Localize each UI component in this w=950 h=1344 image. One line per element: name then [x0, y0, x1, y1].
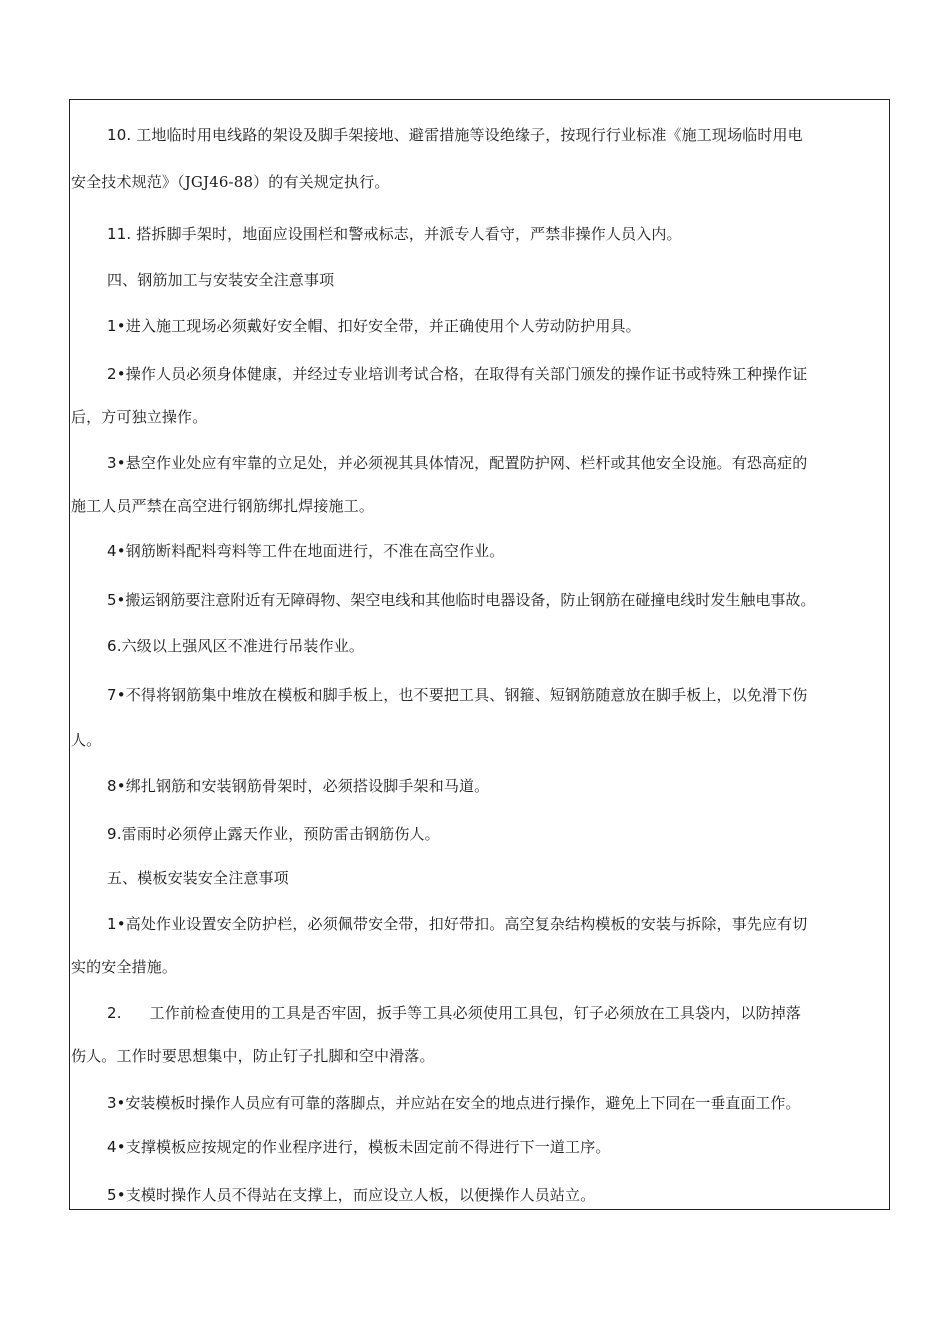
item-text: 搬运钢筋要注意附近有无障碍物、架空电线和其他临时电器设备，防止钢筋在碰撞电线时发生触电事故。 — [125, 591, 816, 609]
item-text: 工地临时用电线路的架设及脚手架接地、避雷措施等设绝缘子，按现行行业标准《施工现场临时用电 — [131, 126, 803, 144]
rebar-item-1 — [70, 316, 889, 336]
item-text: 不得将钢筋集中堆放在模板和脚手板上，也不要把工具、钢箍、短钢筋随意放在脚手板上，以免滑下伤 — [125, 686, 808, 704]
formwork-item-1-line-2 — [70, 957, 889, 977]
item-text: 六级以上强风区不准进行吊装作业。 — [121, 637, 365, 655]
item-text: 雷雨时必须停止露天作业，预防雷击钢筋伤人。 — [121, 825, 440, 843]
item-text: 施工人员严禁在高空进行钢筋绑扎焊接施工。 — [71, 497, 375, 515]
item-number: 9. — [107, 825, 122, 843]
item-number: 11. — [107, 225, 132, 243]
item-text: 悬空作业处应有牢靠的立足处，并必须视其具体情况，配置防护网、栏杆或其他安全设施。有恐高症的 — [125, 454, 808, 472]
section-heading-formwork — [70, 868, 889, 888]
item-number: 2. — [107, 1004, 122, 1022]
section-heading-text: 四、钢筋加工与安装安全注意事项 — [107, 271, 335, 289]
item-number: 1• — [107, 915, 126, 933]
rebar-item-8 — [70, 776, 889, 796]
item-11-line-1 — [70, 224, 889, 244]
item-number: 3• — [107, 454, 126, 472]
item-text: 实的安全措施。 — [71, 958, 178, 976]
formwork-item-5 — [70, 1185, 889, 1205]
rebar-item-2-line-2 — [70, 407, 889, 427]
formwork-item-4 — [70, 1137, 889, 1157]
item-text: 绑扎钢筋和安装钢筋骨架时，必须搭设脚手架和马道。 — [125, 777, 490, 795]
rebar-item-7-line-2 — [70, 730, 889, 750]
document-table-cell — [69, 99, 890, 1210]
formwork-item-2-line-1 — [70, 1003, 889, 1023]
item-text: 工作前检查使用的工具是否牢固，扳手等工具必须使用工具包，钉子必须放在工具袋内，以防掉落 — [149, 1004, 802, 1022]
item-number: 3• — [107, 1094, 126, 1112]
section-heading-text: 五、模板安装安全注意事项 — [107, 869, 289, 887]
item-text: 后，方可独立操作。 — [71, 408, 208, 426]
rebar-item-4 — [70, 541, 889, 561]
item-text: 安全技术规范》（JGJ46-88）的有关规定执行。 — [71, 173, 390, 191]
rebar-item-6 — [70, 636, 889, 656]
item-text: 搭拆脚手架时，地面应设围栏和警戒标志，并派专人看守，严禁非操作人员入内。 — [131, 225, 682, 243]
item-number: 2• — [107, 365, 126, 383]
formwork-item-2-line-2 — [70, 1046, 889, 1066]
item-10-line-1 — [70, 125, 889, 145]
formwork-item-3 — [70, 1093, 889, 1113]
rebar-item-3-line-1 — [70, 453, 889, 473]
item-text: 人。 — [71, 731, 102, 749]
section-heading-rebar — [70, 270, 889, 290]
item-text: 操作人员必须身体健康，并经过专业培训考试合格，在取得有关部门颁发的操作证书或特殊工种操作证 — [125, 365, 808, 383]
item-number: 4• — [107, 542, 126, 560]
rebar-item-7-line-1 — [70, 685, 889, 705]
item-text: 支撑模板应按规定的作业程序进行，模板未固定前不得进行下一道工序。 — [125, 1138, 611, 1156]
item-text: 支模时操作人员不得站在支撑上，而应设立人板，以便操作人员站立。 — [125, 1186, 596, 1204]
item-number: 7• — [107, 686, 126, 704]
item-text: 进入施工现场必须戴好安全帽、扣好安全带，并正确使用个人劳动防护用具。 — [125, 317, 641, 335]
item-text: 高处作业设置安全防护栏，必须佩带安全带，扣好带扣。高空复杂结构模板的安装与拆除，事先应有切 — [125, 915, 808, 933]
item-number: 8• — [107, 777, 126, 795]
item-number: 5• — [107, 591, 126, 609]
item-number: 6. — [107, 637, 122, 655]
item-number: 10. — [107, 126, 132, 144]
rebar-item-3-line-2 — [70, 496, 889, 516]
rebar-item-9 — [70, 824, 889, 844]
rebar-item-5 — [70, 590, 889, 610]
item-number: 1• — [107, 317, 126, 335]
rebar-item-2-line-1 — [70, 364, 889, 384]
item-10-line-2 — [70, 172, 889, 192]
item-number: 5• — [107, 1186, 126, 1204]
item-text: 伤人。工作时要思想集中，防止钉子扎脚和空中滑落。 — [71, 1047, 435, 1065]
item-text: 钢筋断料配料弯料等工件在地面进行，不准在高空作业。 — [125, 542, 505, 560]
item-number: 4• — [107, 1138, 126, 1156]
item-text: 安装模板时操作人员应有可靠的落脚点，并应站在安全的地点进行操作，避免上下同在一垂直面工作。 — [125, 1094, 801, 1112]
formwork-item-1-line-1 — [70, 914, 889, 934]
